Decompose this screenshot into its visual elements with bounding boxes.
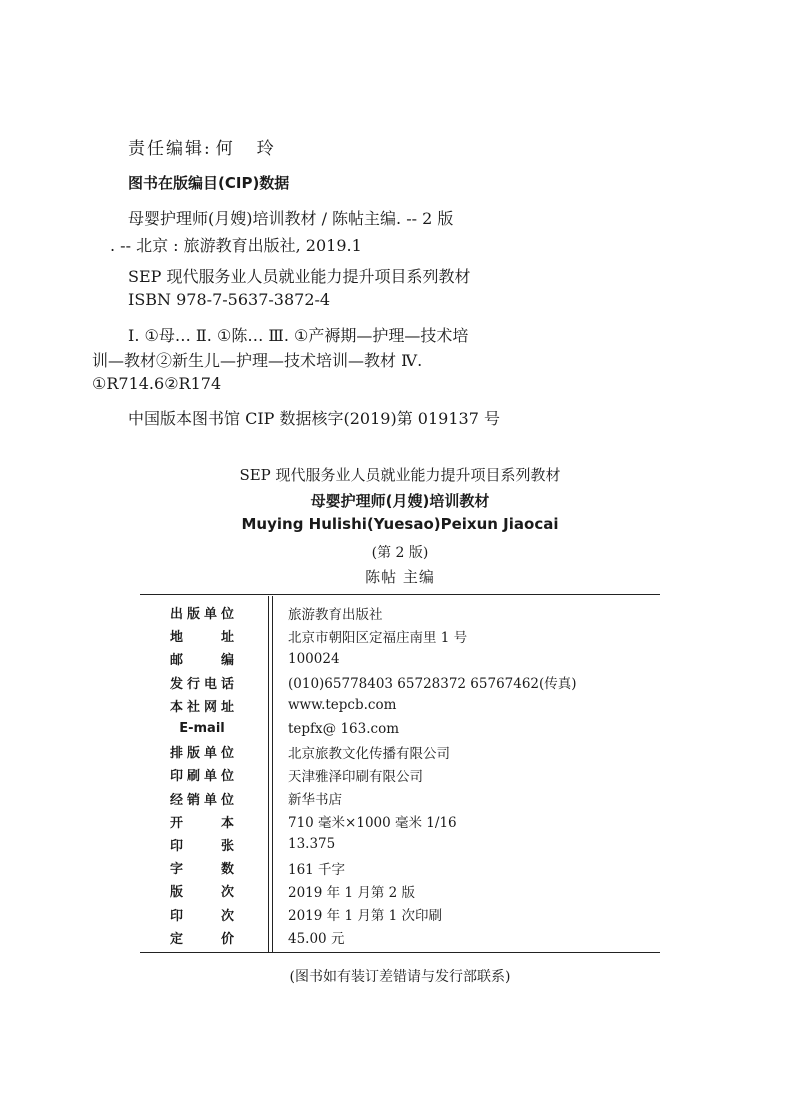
cip-line: . -- 北京 : 旅游教育出版社, 2019.1 (110, 236, 362, 255)
publication-table (170, 601, 630, 949)
responsible-editor (128, 134, 276, 159)
table-row (170, 694, 630, 717)
table-row (170, 879, 630, 902)
editor-label: 责任编辑: (128, 139, 212, 159)
row-value: 161 千字 (288, 861, 346, 878)
cip-title: 图书在版编目(CIP)数据 (128, 174, 290, 192)
row-label: 邮 编 (170, 653, 234, 669)
footer-note: (图书如有装订差错请与发行部联系) (289, 969, 511, 985)
book-author: 陈帖 主编 (365, 568, 435, 586)
table-row (170, 787, 630, 810)
row-value: tepfx@ 163.com (288, 720, 400, 737)
table-row (170, 763, 630, 786)
row-label: 定 价 (170, 931, 234, 947)
table-row (170, 671, 630, 694)
cip-line: 训—教材②新生儿—护理—技术培训—教材 Ⅳ. (92, 351, 423, 370)
row-label: 版 次 (170, 885, 234, 901)
book-edition: (第 2 版) (371, 545, 429, 561)
table-row (170, 647, 630, 670)
table-row (170, 717, 630, 740)
cip-line: SEP 现代服务业人员就业能力提升项目系列教材 (128, 267, 471, 286)
row-value: www.tepcb.com (288, 697, 397, 714)
row-value: 100024 (288, 650, 340, 667)
row-label: 发 行 电 话 (170, 676, 234, 692)
row-label: 字 数 (170, 862, 234, 878)
table-row (170, 926, 630, 949)
table-row (170, 810, 630, 833)
row-label: 开 本 (170, 815, 234, 831)
row-label: 地 址 (170, 630, 234, 646)
table-row (170, 601, 630, 624)
row-label: 印 次 (170, 908, 234, 924)
row-value: 旅游教育出版社 (288, 606, 383, 623)
row-label: E-mail (179, 721, 225, 737)
cip-line: 母婴护理师(月嫂)培训教材 / 陈帖主编. -- 2 版 (128, 209, 454, 228)
table-row (170, 833, 630, 856)
cip-line: 中国版本图书馆 CIP 数据核字(2019)第 019137 号 (128, 409, 500, 428)
table-row (170, 902, 630, 925)
row-value: 北京市朝阳区定福庄南里 1 号 (288, 629, 468, 646)
row-label: 排 版 单 位 (170, 746, 234, 762)
cip-line: Ⅰ. ①母… Ⅱ. ①陈… Ⅲ. ①产褥期—护理—技术培 (128, 326, 469, 345)
table-bottom-rule (140, 952, 660, 953)
editor-name-char: 玲 (256, 139, 276, 159)
cip-line: ①R714.6②R174 (92, 374, 222, 393)
book-title-cn: 母婴护理师(月嫂)培训教材 (310, 492, 490, 510)
editor-name (216, 139, 276, 159)
book-title-pinyin: Muying Hulishi(Yuesao)Peixun Jiaocai (241, 515, 559, 533)
table-top-rule (140, 594, 660, 595)
row-label: 本 社 网 址 (170, 699, 234, 715)
row-value: 2019 年 1 月第 2 版 (288, 884, 415, 901)
row-value: (010)65778403 65728372 65767462(传真) (288, 676, 577, 693)
table-row (170, 740, 630, 763)
row-value: 天津雅泽印刷有限公司 (288, 768, 423, 785)
row-label: 经 销 单 位 (170, 792, 234, 808)
row-value: 45.00 元 (288, 931, 345, 948)
row-value: 北京旅教文化传播有限公司 (288, 745, 450, 762)
row-label: 印 张 (170, 838, 234, 854)
row-value: 新华书店 (288, 792, 342, 809)
row-label: 印 刷 单 位 (170, 769, 234, 785)
table-row (170, 856, 630, 879)
table-row (170, 624, 630, 647)
row-value: 13.375 (288, 836, 336, 853)
row-value: 2019 年 1 月第 1 次印刷 (288, 908, 442, 925)
book-series: SEP 现代服务业人员就业能力提升项目系列教材 (239, 466, 561, 484)
editor-name-char: 何 (215, 139, 235, 159)
cip-line: ISBN 978-7-5637-3872-4 (128, 290, 331, 309)
row-value: 710 毫米×1000 毫米 1/16 (288, 815, 457, 832)
row-label: 出 版 单 位 (170, 607, 234, 623)
